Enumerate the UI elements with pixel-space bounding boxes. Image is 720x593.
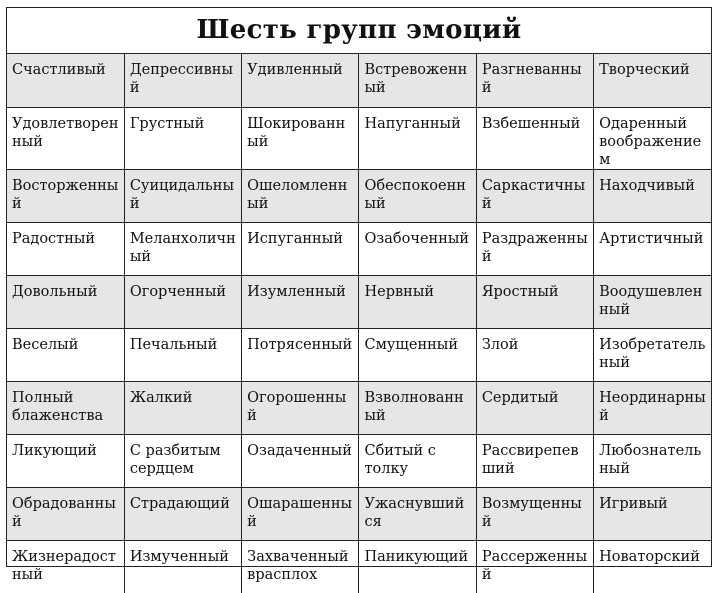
table-cell: Воодушевленный (594, 275, 711, 328)
table-cell: Обрадованный (7, 487, 124, 540)
column-header: Разгневанный (476, 54, 593, 107)
table-cell: Изобретательный (594, 328, 711, 381)
table-cell: Сердитый (476, 381, 593, 434)
table-cell: Злой (476, 328, 593, 381)
table-cell: Ошеломленный (242, 169, 359, 222)
table-cell: Неординарный (594, 381, 711, 434)
table-row (7, 169, 711, 222)
table-row (7, 487, 711, 540)
table-cell: Суицидальный (124, 169, 241, 222)
table-cell: Испуганный (242, 222, 359, 275)
table-row (7, 540, 711, 593)
table-cell: Одаренный воображением (594, 107, 711, 169)
table-row (7, 328, 711, 381)
column-header: Встревоженный (359, 54, 476, 107)
table-header-row (7, 54, 711, 107)
table-cell: Потрясенный (242, 328, 359, 381)
table-row (7, 275, 711, 328)
table-cell: Довольный (7, 275, 124, 328)
table-cell: Напуганный (359, 107, 476, 169)
table-cell: Артистичный (594, 222, 711, 275)
table-cell: С разбитым сердцем (124, 434, 241, 487)
table-row (7, 381, 711, 434)
emotions-table-frame (6, 7, 712, 583)
table-cell: Веселый (12, 336, 79, 353)
column-header: Счастливый (7, 54, 124, 107)
table-cell: Паникующий (359, 540, 476, 593)
table-cell: Взволнованный (359, 381, 476, 434)
table-cell: Сбитый с толку (359, 434, 476, 487)
table-cell: Огорошенный (242, 381, 359, 434)
table-cell: Любознательный (594, 434, 711, 487)
table-cell: Новаторский (594, 540, 711, 593)
table-cell: Ошарашенный (242, 487, 359, 540)
table-cell: Находчивый (594, 169, 711, 222)
table-cell: Обеспокоенный (359, 169, 476, 222)
table-cell: Смущенный (359, 328, 476, 381)
table-row (7, 434, 711, 487)
table-cell: Яростный (476, 275, 593, 328)
table-cell: Рассерженный (476, 540, 593, 593)
table-cell: Огорченный (124, 275, 241, 328)
table-cell: Восторженный (7, 169, 124, 222)
table-row (7, 222, 711, 275)
table-cell: Рассвирепевший (476, 434, 593, 487)
column-header: Творческий (594, 54, 711, 107)
table-cell: Нервный (359, 275, 476, 328)
table-cell: Страдающий (124, 487, 241, 540)
table-cell: Жалкий (124, 381, 241, 434)
table-cell: Полный блаженства (7, 381, 124, 434)
column-header: Депрессивный (124, 54, 241, 107)
table-cell: Раздраженный (476, 222, 593, 275)
table-cell: Ликующий (12, 442, 97, 459)
table-cell: Меланхоличный (124, 222, 241, 275)
table-cell: Взбешенный (476, 107, 593, 169)
table-cell: Ужаснувшийся (359, 487, 476, 540)
table-cell: Удовлетворенный (12, 115, 119, 150)
table-cell: Грустный (124, 107, 241, 169)
column-header: Удивленный (242, 54, 359, 107)
table-row (7, 107, 711, 169)
table-cell: Изумленный (242, 275, 359, 328)
table-cell: Возмущенный (476, 487, 593, 540)
table-cell: Жизнерадостный (12, 548, 116, 583)
table-cell: Саркастичный (476, 169, 593, 222)
table-cell: Печальный (124, 328, 241, 381)
table-title: Шесть групп эмоций (7, 8, 711, 54)
table-cell: Шокированный (242, 107, 359, 169)
table-cell: Озабоченный (359, 222, 476, 275)
table-cell: Измученный (124, 540, 241, 593)
table-cell: Захваченный врасплох (242, 540, 359, 593)
table-cell: Игривый (594, 487, 711, 540)
table-cell: Радостный (12, 230, 96, 247)
table-cell: Озадаченный (242, 434, 359, 487)
emotions-table (7, 54, 711, 593)
